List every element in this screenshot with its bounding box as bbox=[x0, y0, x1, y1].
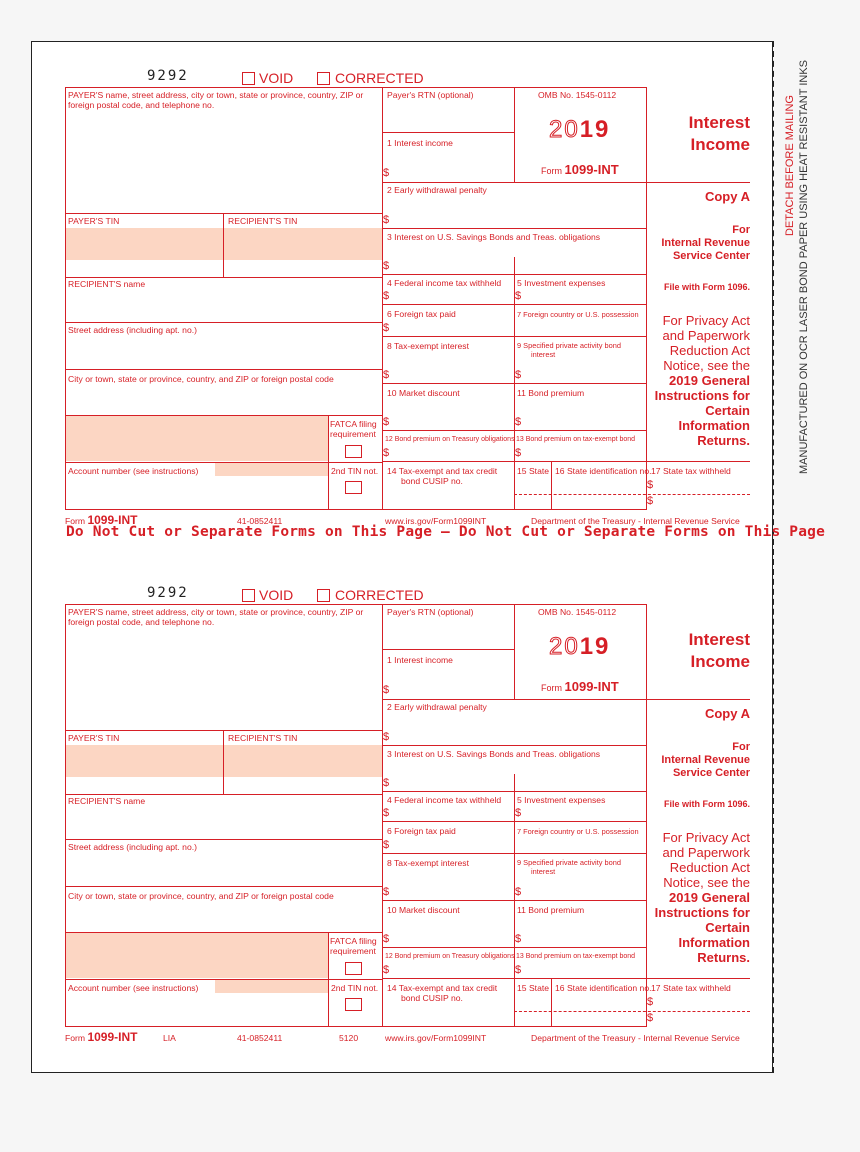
perforation-line bbox=[772, 41, 774, 1073]
form-name-top: Form 1099-INT bbox=[541, 679, 619, 694]
box1-label: 1 Interest income bbox=[387, 138, 453, 148]
footer-url: www.irs.gov/Form1099INT bbox=[385, 516, 487, 526]
side-manufactured-text: MANUFACTURED ON OCR LASER BOND PAPER USING HEAT RESISTANT INKS bbox=[798, 60, 810, 474]
recipient-tin-label: RECIPIENT'S TIN bbox=[228, 733, 298, 743]
box14-label: 14 Tax-exempt and tax credit bond CUSIP no. bbox=[387, 466, 498, 486]
fatca-checkbox[interactable] bbox=[345, 962, 362, 975]
payer-rtn-label: Payer's RTN (optional) bbox=[387, 607, 474, 617]
footer-dept: Department of the Treasury - Internal Revenue Service bbox=[531, 1033, 740, 1043]
tax-year: 2019 bbox=[549, 116, 611, 143]
payer-name-label: PAYER'S name, street address, city or town, state or province, country, ZIP or foreign postal code, and telephone no. bbox=[68, 607, 364, 627]
footer-ein: 41-0852411 bbox=[237, 1033, 283, 1043]
box12-label: 12 Bond premium on Treasury obligations bbox=[385, 436, 515, 443]
corrected-checkbox[interactable] bbox=[317, 589, 330, 602]
fatca-checkbox[interactable] bbox=[345, 445, 362, 458]
corrected-label: CORRECTED bbox=[335, 587, 424, 603]
account-field-shade bbox=[215, 463, 328, 476]
form-copy-top: 9292 VOID CORRECTED PAYER'S name, street address, city or town, state or province, country, ZIP or foreign postal code, and telephone no. Payer's RTN (optional) 1 Interest income $ OMB No. 1545-0112 2019 Form 1099-INT Interest Income Copy A For Internal Revenue Service Center File with Form 1096. For Privacy Act and Paperwork Reduction Act Notice, see the 2019 General Instructions for Certain Information Returns. 2 Early withdrawal penalty $ PAYER'S TIN RECIPIENT'S TIN 3 Interest on U.S. Savings Bonds and Treas. obligations $ RECIPIENT'S name Street address (including apt. no.) City or town, state or province, country, and ZIP or foreign postal code FATCA filing requirement Account number (see instructions) 2nd TIN not. 4 Federal income tax withheld 5 Investment expenses $ $ 6 Foreign tax paid 7 Foreign country or U.S. possession $ 8 Tax-exempt interest 9 Specified private activity bond interest $ $ 10 Market discount 11 Bond premium $ $ 12 Bond premium on Treasury obligations 13 Bond premium on tax-exempt bond $ $ 14 Tax-exempt and tax credit bond CUSIP no. 15 State 16 State identification no. 17 State tax withheld $ $ Form 1099-INT 41-0852411 www.irs.gov/Form1099INT Department of the Treasury - Internal Revenue Service bbox=[65, 68, 750, 527]
second-tin-label: 2nd TIN not. bbox=[331, 466, 379, 476]
box3-label: 3 Interest on U.S. Savings Bonds and Treas. obligations bbox=[387, 749, 601, 759]
form-code: 9292 bbox=[147, 585, 189, 601]
corrected-checkbox[interactable] bbox=[317, 72, 330, 85]
form-copy-bottom: 9292 VOID CORRECTED PAYER'S name, street address, city or town, state or province, country, ZIP or foreign postal code, and telephone no. Payer's RTN (optional) 1 Interest income $ OMB No. 1545-0112 2019 Form 1099-INT Interest Income Copy A For Internal Revenue Service Center File with Form 1096. For Privacy Act and Paperwork Reduction Act Notice, see the 2019 General Instructions for Certain Information Returns. 2 Early withdrawal penalty $ PAYER'S TIN RECIPIENT'S TIN 3 Interest on U.S. Savings Bonds and Treas. obligations $ RECIPIENT'S name Street address (including apt. no.) City or town, state or province, country, and ZIP or foreign postal code FATCA filing requirement Account number (see instructions) 2nd TIN not. 4 Federal income tax withheld 5 Investment expenses $ $ 6 Foreign tax paid 7 Foreign country or U.S. possession $ 8 Tax-exempt interest 9 Specified private activity bond interest $ $ 10 Market discount 11 Bond premium $ $ 12 Bond premium on Treasury obligations 13 Bond premium on tax-exempt bond $ $ 14 Tax-exempt and tax credit bond CUSIP no. 15 State 16 State identification no. 17 State tax withheld $ $ Form 1099-INT LIA 41-0852411 5120 www.irs.gov/Form1099INT Department of the Treasury - Internal Revenue Service bbox=[65, 585, 750, 1044]
box8-label: 8 Tax-exempt interest bbox=[387, 858, 469, 868]
box9-label: 9 Specified private activity bond interest bbox=[517, 341, 621, 359]
recipient-tin-label: RECIPIENT'S TIN bbox=[228, 216, 298, 226]
box10-label: 10 Market discount bbox=[387, 905, 460, 915]
payer-tin-field[interactable] bbox=[66, 228, 223, 260]
second-tin-checkbox[interactable] bbox=[345, 998, 362, 1011]
box8-label: 8 Tax-exempt interest bbox=[387, 341, 469, 351]
second-tin-checkbox[interactable] bbox=[345, 481, 362, 494]
footer-lia: LIA bbox=[163, 1033, 176, 1043]
form-title: Interest Income bbox=[688, 630, 750, 671]
box1-label: 1 Interest income bbox=[387, 655, 453, 665]
box2-label: 2 Early withdrawal penalty bbox=[387, 702, 487, 712]
payer-tin-label: PAYER'S TIN bbox=[68, 216, 120, 226]
box3-label: 3 Interest on U.S. Savings Bonds and Treas. obligations bbox=[387, 232, 601, 242]
fatca-shaded-field bbox=[66, 933, 328, 978]
do-not-cut-banner: Do Not Cut or Separate Forms on This Page — Do Not Cut or Separate Forms on This Page bbox=[66, 524, 826, 540]
box5-label: 5 Investment expenses bbox=[517, 278, 606, 288]
for-irs-center: For Internal Revenue Service Center bbox=[661, 741, 750, 779]
copy-a: Copy A bbox=[704, 189, 750, 204]
void-checkbox[interactable] bbox=[242, 589, 255, 602]
footer-ein: 41-0852411 bbox=[237, 516, 283, 526]
account-label: Account number (see instructions) bbox=[68, 983, 199, 993]
street-label: Street address (including apt. no.) bbox=[68, 325, 197, 335]
box2-label: 2 Early withdrawal penalty bbox=[387, 185, 487, 195]
box10-label: 10 Market discount bbox=[387, 388, 460, 398]
box17-label: 17 State tax withheld bbox=[651, 983, 731, 993]
form-code: 9292 bbox=[147, 68, 189, 84]
payer-tin-field[interactable] bbox=[66, 745, 223, 777]
box15-label: 15 State bbox=[517, 466, 550, 476]
box7-label: 7 Foreign country or U.S. possession bbox=[517, 310, 639, 319]
form-title: Interest Income bbox=[688, 113, 750, 154]
street-label: Street address (including apt. no.) bbox=[68, 842, 197, 852]
tax-year: 2019 bbox=[549, 633, 611, 660]
recipient-name-label: RECIPIENT'S name bbox=[68, 279, 146, 289]
box12-label: 12 Bond premium on Treasury obligations bbox=[385, 953, 515, 960]
footer-form-name: Form 1099-INT bbox=[65, 1030, 138, 1044]
box14-label: 14 Tax-exempt and tax credit bond CUSIP no. bbox=[387, 983, 498, 1003]
footer-url: www.irs.gov/Form1099INT bbox=[385, 1033, 487, 1043]
city-label: City or town, state or province, country, and ZIP or foreign postal code bbox=[68, 891, 334, 901]
box9-label: 9 Specified private activity bond interest bbox=[517, 858, 621, 876]
recipient-tin-field[interactable] bbox=[224, 745, 382, 777]
box11-label: 11 Bond premium bbox=[517, 388, 585, 398]
recipient-name-label: RECIPIENT'S name bbox=[68, 796, 146, 806]
payer-tin-label: PAYER'S TIN bbox=[68, 733, 120, 743]
box4-label: 4 Federal income tax withheld bbox=[387, 795, 502, 805]
second-tin-label: 2nd TIN not. bbox=[331, 983, 379, 993]
payer-name-label: PAYER'S name, street address, city or town, state or province, country, ZIP or foreign postal code, and telephone no. bbox=[68, 90, 364, 110]
box17-label: 17 State tax withheld bbox=[651, 466, 731, 476]
account-label: Account number (see instructions) bbox=[68, 466, 199, 476]
corrected-label: CORRECTED bbox=[335, 70, 424, 86]
box11-label: 11 Bond premium bbox=[517, 905, 585, 915]
payer-rtn-label: Payer's RTN (optional) bbox=[387, 90, 474, 100]
box13-label: 13 Bond premium on tax-exempt bond bbox=[516, 436, 636, 443]
footer-5120: 5120 bbox=[339, 1033, 359, 1043]
recipient-tin-field[interactable] bbox=[224, 228, 382, 260]
void-label: VOID bbox=[259, 587, 294, 603]
privacy-notice: For Privacy Act and Paperwork Reduction Act Notice, see the 2019 General Instructions for Certain Information Returns. bbox=[654, 830, 750, 965]
footer-dept: Department of the Treasury - Internal Revenue Service bbox=[531, 516, 740, 526]
box13-label: 13 Bond premium on tax-exempt bond bbox=[516, 953, 636, 960]
box4-label: 4 Federal income tax withheld bbox=[387, 278, 502, 288]
copy-a: Copy A bbox=[704, 706, 750, 721]
form-name-top: Form 1099-INT bbox=[541, 162, 619, 177]
account-field-shade bbox=[215, 980, 328, 993]
fatca-label: FATCA filing requirement bbox=[330, 936, 377, 956]
omb-number: OMB No. 1545-0112 bbox=[538, 90, 617, 100]
box16-label: 16 State identification no. bbox=[555, 983, 652, 993]
fatca-shaded-field bbox=[66, 416, 328, 461]
box6-label: 6 Foreign tax paid bbox=[387, 826, 456, 836]
city-label: City or town, state or province, country, and ZIP or foreign postal code bbox=[68, 374, 334, 384]
void-checkbox[interactable] bbox=[242, 72, 255, 85]
footer-form-name: Form 1099-INT bbox=[65, 513, 138, 527]
void-label: VOID bbox=[259, 70, 294, 86]
box7-label: 7 Foreign country or U.S. possession bbox=[517, 827, 639, 836]
box16-label: 16 State identification no. bbox=[555, 466, 652, 476]
omb-number: OMB No. 1545-0112 bbox=[538, 607, 617, 617]
file-with: File with Form 1096. bbox=[663, 282, 750, 292]
privacy-notice: For Privacy Act and Paperwork Reduction Act Notice, see the 2019 General Instructions for Certain Information Returns. bbox=[654, 313, 750, 448]
file-with: File with Form 1096. bbox=[663, 799, 750, 809]
box6-label: 6 Foreign tax paid bbox=[387, 309, 456, 319]
side-detach-text: DETACH BEFORE MAILING bbox=[784, 95, 796, 236]
for-irs-center: For Internal Revenue Service Center bbox=[661, 224, 750, 262]
box15-label: 15 State bbox=[517, 983, 550, 993]
fatca-label: FATCA filing requirement bbox=[330, 419, 377, 439]
box5-label: 5 Investment expenses bbox=[517, 795, 606, 805]
